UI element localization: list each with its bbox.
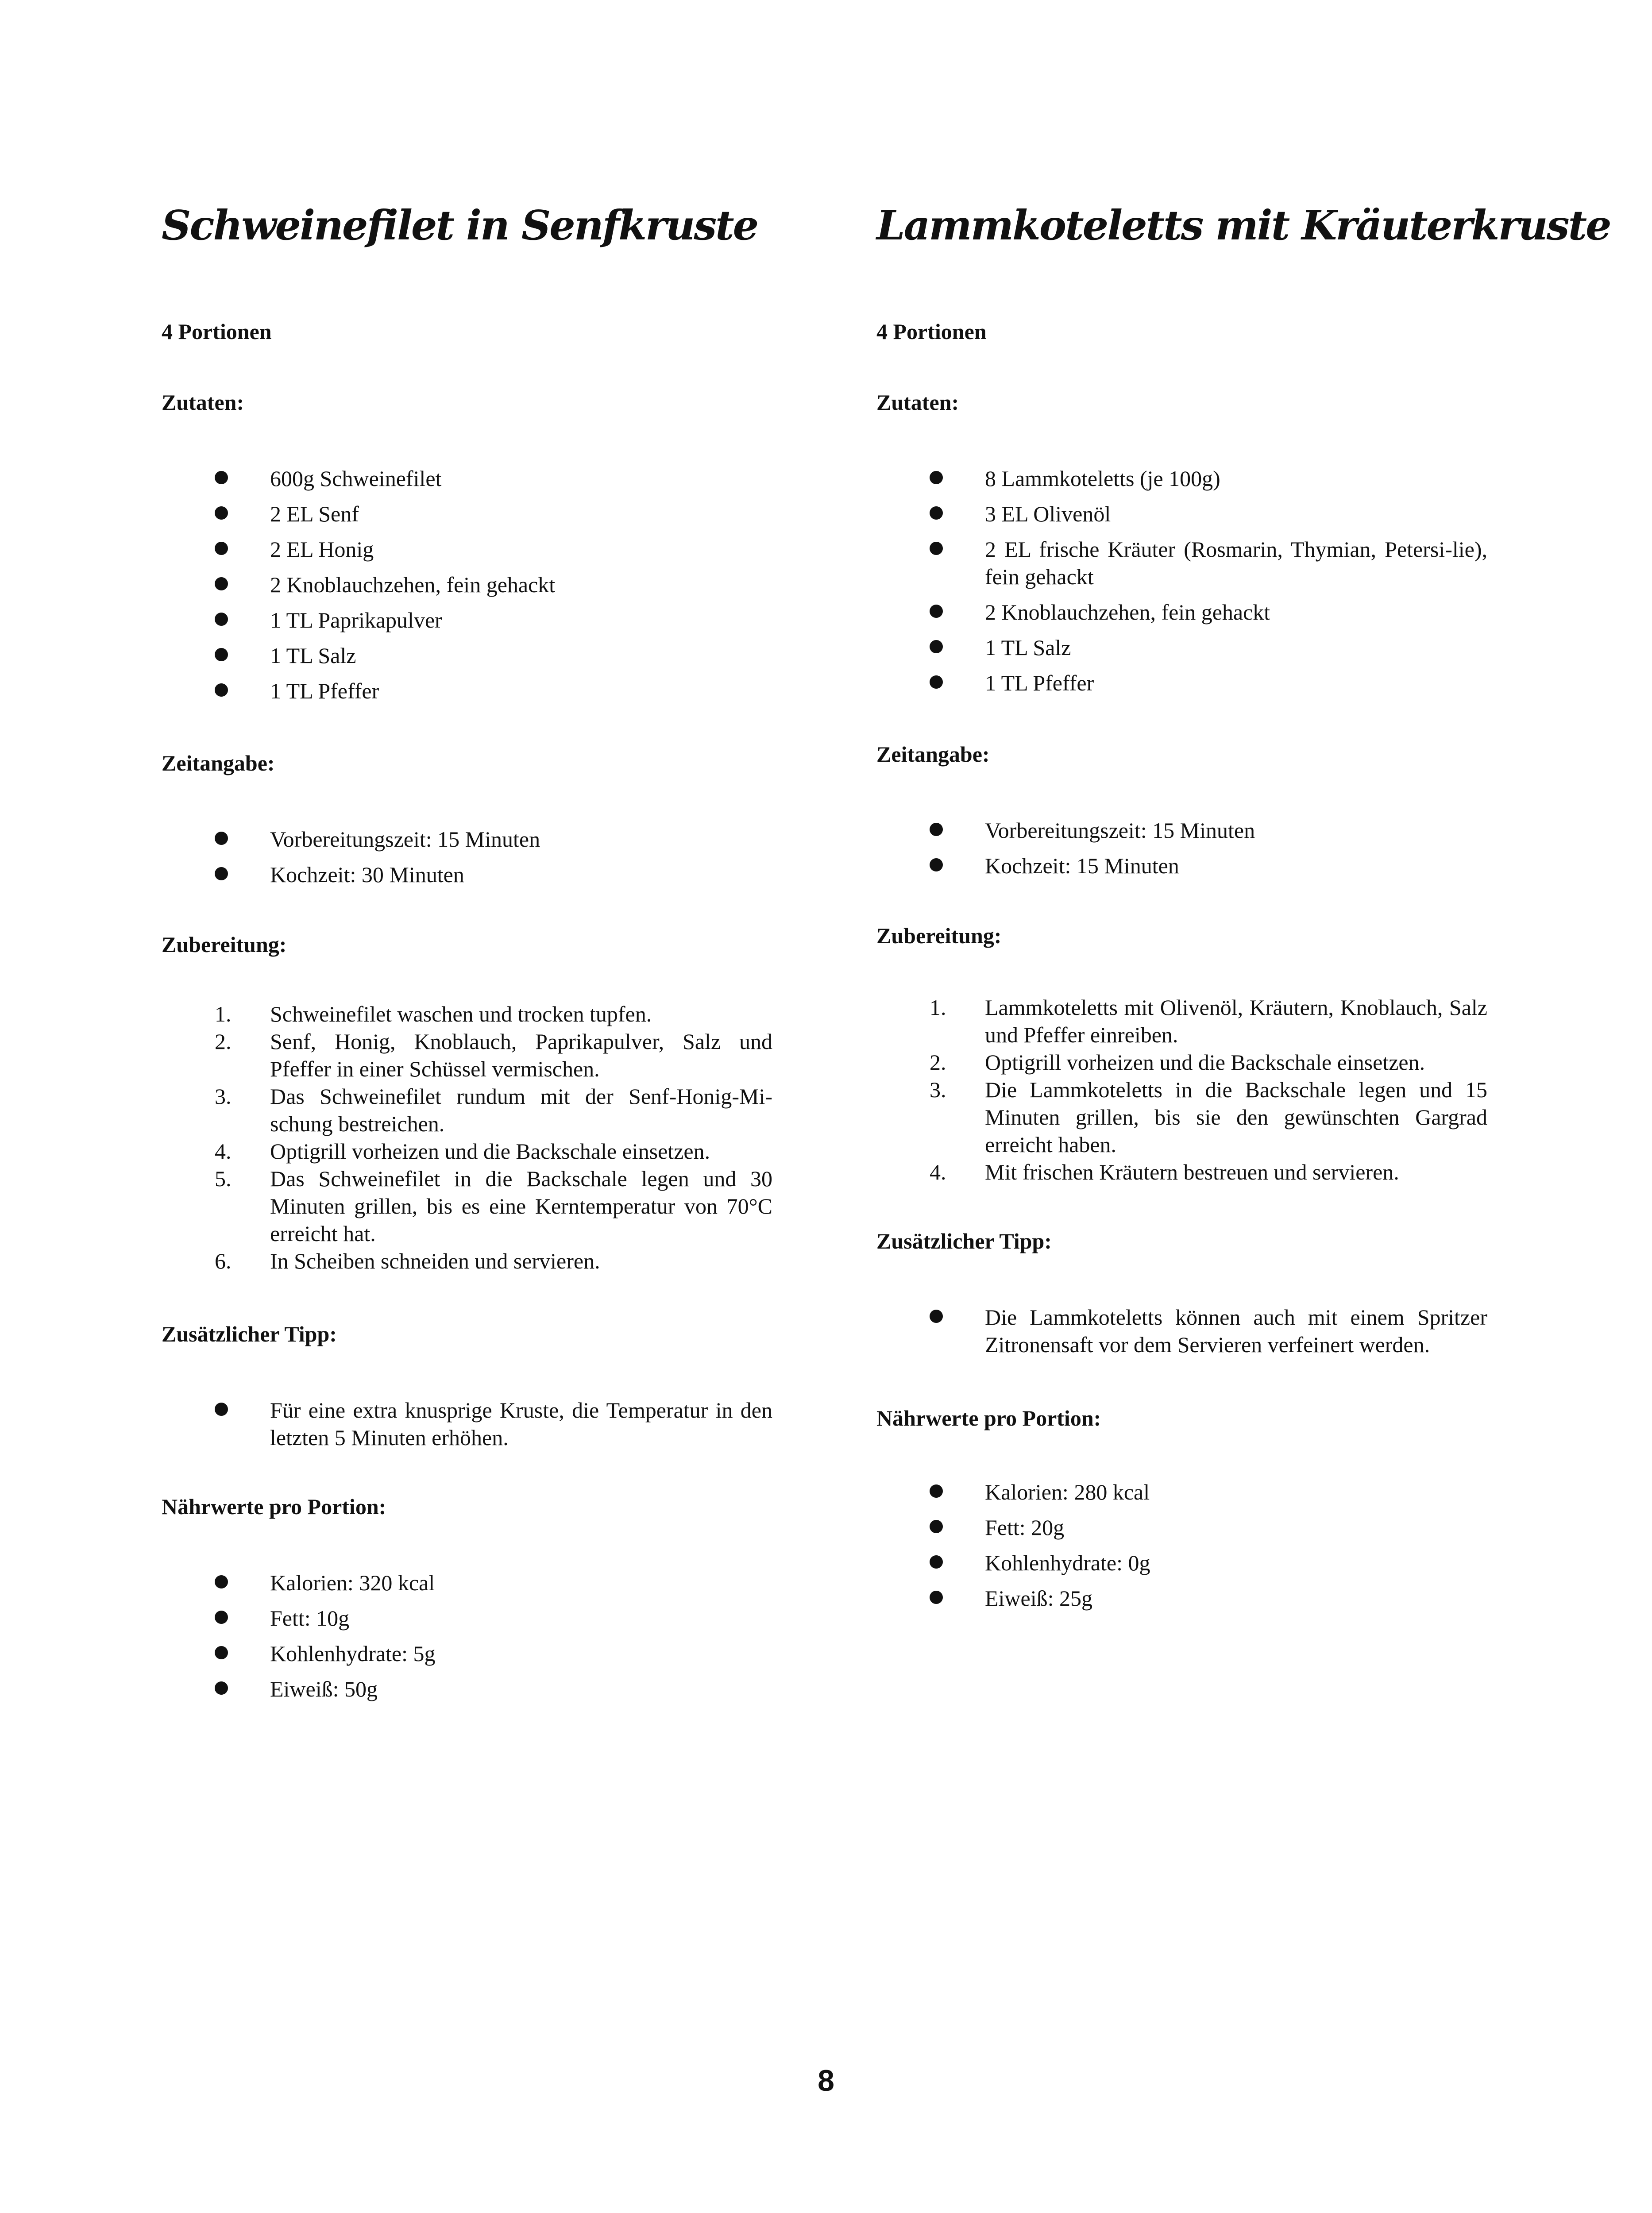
time-heading: Zeitangabe: bbox=[876, 742, 990, 767]
steps-heading: Zubereitung: bbox=[162, 932, 287, 957]
bullet-icon bbox=[930, 858, 943, 871]
list-item: 2 Knoblauchzehen, fein gehackt bbox=[876, 598, 1487, 626]
step-item: 1. Lammkoteletts mit Olivenöl, Kräutern, Knoblauch, Salz und Pfeffer einreiben. bbox=[930, 995, 1487, 1047]
tip-list bbox=[876, 1303, 1487, 1366]
list-item: 1 TL Salz bbox=[876, 634, 1487, 661]
bullet-icon bbox=[930, 1591, 943, 1604]
ingredients-heading: Zutaten: bbox=[876, 390, 959, 415]
list-item: 2 EL Senf bbox=[162, 500, 772, 528]
list-item: Kochzeit: 15 Minuten bbox=[876, 852, 1487, 879]
steps-heading: Zubereitung: bbox=[876, 923, 1002, 948]
bullet-icon bbox=[215, 648, 228, 661]
bullet-icon bbox=[215, 683, 228, 697]
list-item: Vorbereitungszeit: 15 Minuten bbox=[162, 825, 772, 853]
tip-list bbox=[162, 1396, 772, 1459]
list-item: 2 Knoblauchzehen, fein gehackt bbox=[162, 571, 772, 598]
servings-label: 4 Portionen bbox=[162, 319, 272, 344]
step-item: 2. Senf, Honig, Knoblauch, Paprikapulver, Salz und Pfeffer in einer Schüssel vermischen. bbox=[215, 1029, 772, 1081]
time-list bbox=[876, 817, 1487, 887]
bullet-icon bbox=[215, 471, 228, 484]
list-item: Für eine extra knusprige Kruste, die Temperatur in den letzten 5 Minuten erhöhen. bbox=[162, 1396, 772, 1451]
step-item: 4. Mit frischen Kräutern bestreuen und servieren. bbox=[930, 1160, 1399, 1184]
step-item: 3. Die Lammkoteletts in die Backschale legen und 15 Minuten grillen, bis sie den gewünschten Gargrad erreicht haben. bbox=[930, 1077, 1487, 1157]
bullet-icon bbox=[215, 1646, 228, 1659]
bullet-icon bbox=[215, 867, 228, 880]
bullet-icon bbox=[215, 832, 228, 845]
list-item: Eiweiß: 50g bbox=[162, 1675, 772, 1703]
tip-heading: Zusätzlicher Tipp: bbox=[876, 1229, 1052, 1253]
steps-list bbox=[162, 1000, 772, 1275]
ingredients-list bbox=[162, 465, 772, 713]
bullet-icon bbox=[930, 1484, 943, 1498]
bullet-icon bbox=[930, 675, 943, 689]
step-item: 2. Optigrill vorheizen und die Backschale einsetzen. bbox=[930, 1050, 1425, 1075]
list-item: Kohlenhydrate: 0g bbox=[876, 1549, 1487, 1577]
list-item: 2 EL frische Kräuter (Rosmarin, Thymian, Petersi-lie), fein gehackt bbox=[876, 536, 1487, 590]
time-heading: Zeitangabe: bbox=[162, 751, 275, 775]
nutrition-heading: Nährwerte pro Portion: bbox=[162, 1494, 386, 1519]
bullet-icon bbox=[930, 823, 943, 836]
ingredients-list bbox=[876, 465, 1487, 705]
ingredients-heading: Zutaten: bbox=[162, 390, 244, 415]
step-item: 5. Das Schweinefilet in die Backschale legen und 30 Minuten grillen, bis es eine Kerntemperatur von 70°C erreicht hat. bbox=[215, 1166, 772, 1246]
recipe-left bbox=[162, 0, 781, 2036]
bullet-icon bbox=[930, 1555, 943, 1569]
nutrition-list bbox=[162, 1569, 772, 1711]
list-item: 8 Lammkoteletts (je 100g) bbox=[876, 465, 1487, 492]
list-item: 3 EL Olivenöl bbox=[876, 500, 1487, 528]
bullet-icon bbox=[215, 542, 228, 555]
nutrition-list bbox=[876, 1478, 1487, 1620]
servings-label: 4 Portionen bbox=[876, 319, 987, 344]
list-item: Kalorien: 320 kcal bbox=[162, 1569, 772, 1596]
nutrition-heading: Nährwerte pro Portion: bbox=[876, 1406, 1101, 1430]
step-item: 4. Optigrill vorheizen und die Backschale einsetzen. bbox=[215, 1139, 710, 1164]
bullet-icon bbox=[215, 577, 228, 590]
list-item: Kalorien: 280 kcal bbox=[876, 1478, 1487, 1506]
list-item: 600g Schweinefilet bbox=[162, 465, 772, 492]
bullet-icon bbox=[930, 542, 943, 555]
bullet-icon bbox=[215, 1575, 228, 1588]
step-item: 3. Das Schweinefilet rundum mit der Senf-Honig-Mi-schung bestreichen. bbox=[215, 1084, 772, 1136]
step-item: 6. In Scheiben schneiden und servieren. bbox=[215, 1249, 600, 1273]
recipe-title: Schweinefilet in Senfkruste bbox=[162, 201, 758, 249]
list-item: Fett: 10g bbox=[162, 1604, 772, 1632]
bullet-icon bbox=[930, 640, 943, 653]
list-item: 1 TL Pfeffer bbox=[162, 677, 772, 705]
list-item: Fett: 20g bbox=[876, 1514, 1487, 1541]
bullet-icon bbox=[930, 506, 943, 520]
recipe-right bbox=[876, 0, 1610, 2036]
time-list bbox=[162, 825, 772, 896]
bullet-icon bbox=[930, 1310, 943, 1323]
list-item: 2 EL Honig bbox=[162, 536, 772, 563]
list-item: 1 TL Paprikapulver bbox=[162, 606, 772, 634]
page-number: 8 bbox=[818, 2064, 834, 2097]
list-item: Vorbereitungszeit: 15 Minuten bbox=[876, 817, 1487, 844]
bullet-icon bbox=[215, 506, 228, 520]
bullet-icon bbox=[215, 1611, 228, 1624]
list-item: Die Lammkoteletts können auch mit einem Spritzer Zitronensaft vor dem Servieren verfeinert werden. bbox=[876, 1303, 1487, 1358]
tip-heading: Zusätzlicher Tipp: bbox=[162, 1322, 337, 1346]
list-item: Kochzeit: 30 Minuten bbox=[162, 861, 772, 888]
step-item: 1. Schweinefilet waschen und trocken tupfen. bbox=[215, 1002, 652, 1026]
list-item: Kohlenhydrate: 5g bbox=[162, 1640, 772, 1667]
list-item: 1 TL Pfeffer bbox=[876, 669, 1487, 697]
recipe-title: Lammkoteletts mit Kräuterkruste bbox=[876, 201, 1610, 249]
bullet-icon bbox=[215, 1403, 228, 1416]
steps-list bbox=[876, 994, 1487, 1186]
bullet-icon bbox=[215, 1681, 228, 1695]
bullet-icon bbox=[930, 471, 943, 484]
bullet-icon bbox=[215, 613, 228, 626]
list-item: 1 TL Salz bbox=[162, 642, 772, 669]
bullet-icon bbox=[930, 1520, 943, 1533]
bullet-icon bbox=[930, 605, 943, 618]
list-item: Eiweiß: 25g bbox=[876, 1585, 1487, 1612]
